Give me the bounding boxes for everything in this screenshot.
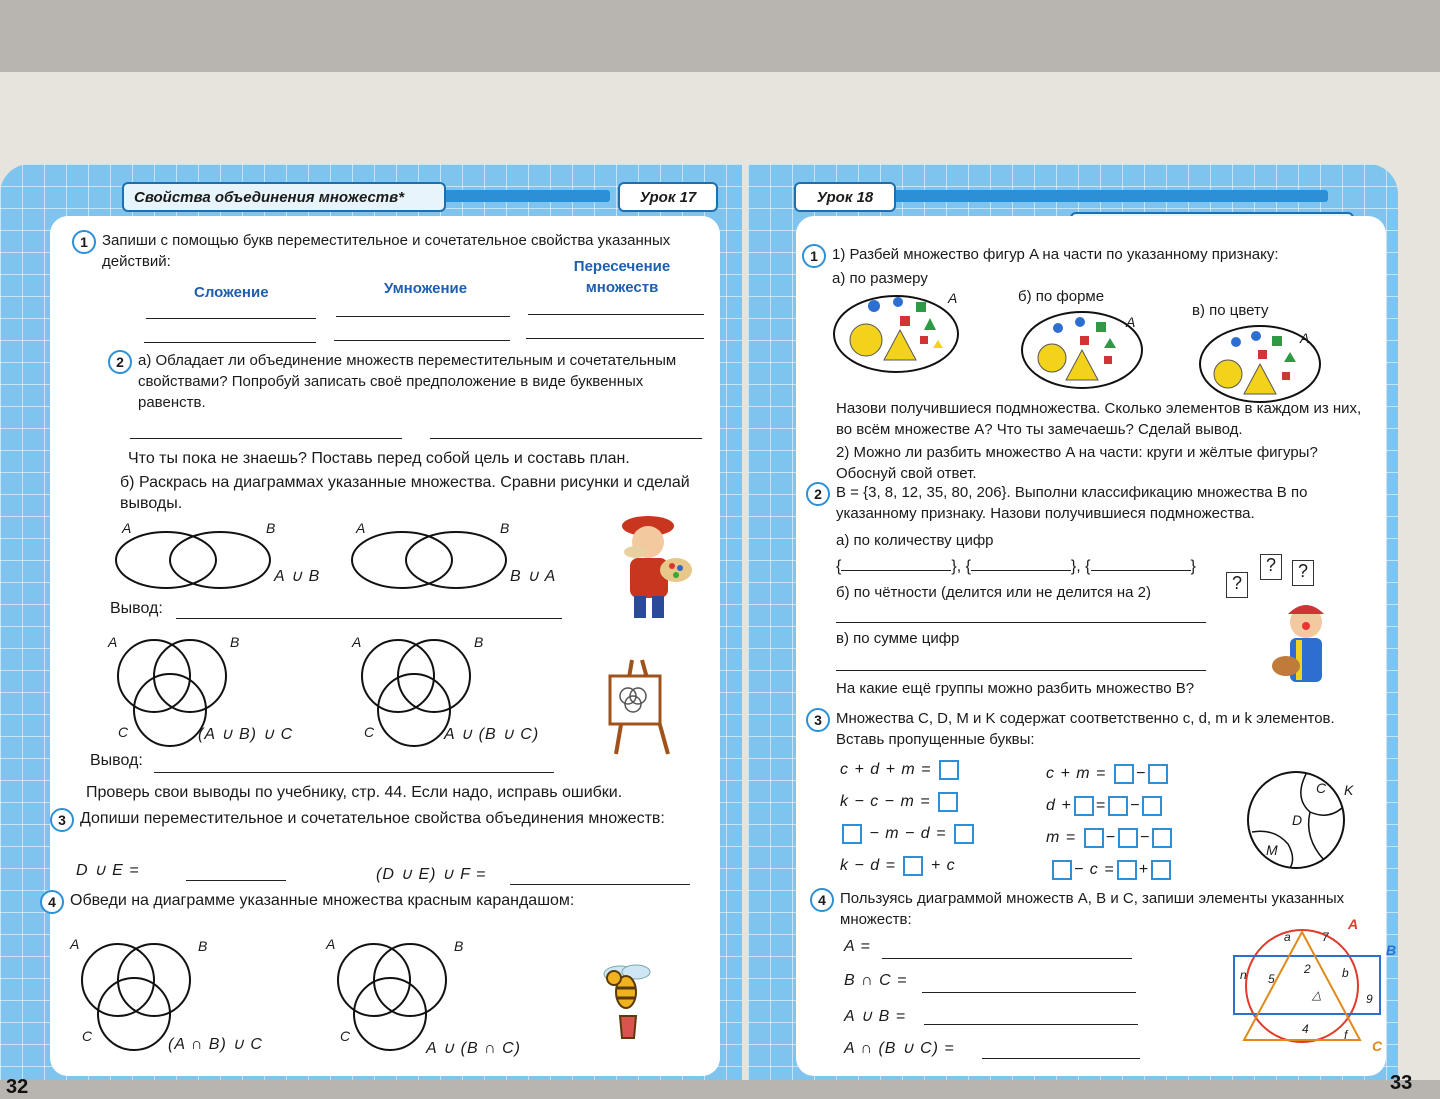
element-7: 7 <box>1322 930 1329 944</box>
equation-row <box>1050 860 1173 880</box>
region-label-m: M <box>1266 842 1278 858</box>
blank-box[interactable] <box>1152 828 1172 848</box>
conclusion-line[interactable] <box>154 772 554 773</box>
equation-text: − <box>1105 829 1116 847</box>
subset-braces-row[interactable]: { }, { }, { } <box>836 558 1196 575</box>
task-2 <box>806 482 1366 524</box>
set-label-a: A <box>948 290 958 306</box>
page-number-right: 33 <box>1390 1072 1413 1094</box>
blank-box[interactable] <box>938 792 958 812</box>
set-expression: A ∩ (B ∪ C) = <box>844 1040 955 1057</box>
equation-text: − <box>1139 829 1151 847</box>
clown-illustration <box>1266 600 1346 700</box>
equation-text: − <box>1130 797 1141 815</box>
plan-text: Что ты пока не знаешь? Поставь перед собой цель и составь план. <box>128 450 630 467</box>
answer-line[interactable] <box>130 438 402 439</box>
blank-box[interactable] <box>1114 764 1134 784</box>
set-label-a: A <box>1348 916 1359 932</box>
blank-box[interactable] <box>1118 828 1138 848</box>
equation-text: m = <box>1046 829 1077 847</box>
column-addition: Сложение <box>194 284 269 301</box>
equation-d-union-e: D ∪ E = <box>76 862 140 879</box>
task-1-question: Назови получившиеся подмножества. Сколько элементов в каждом из них, во всём множестве A? Что ты замечаешь? Сделай вывод. <box>836 400 1362 438</box>
equation-text: − <box>1135 765 1147 783</box>
task-1-number: 1 <box>72 230 96 254</box>
task-2-text: B = {3, 8, 12, 35, 80, 206}. Выполни классификацию множества B по указанному признаку. Назови получившиеся подмножества. <box>836 484 1308 522</box>
task-3 <box>50 808 700 832</box>
element-a: a <box>1284 930 1291 944</box>
criterion-parity: б) по чётности (делится или не делится на 2) <box>836 584 1151 601</box>
formula-a-union-b: A ∪ B <box>274 568 321 585</box>
blank-box[interactable] <box>1148 764 1168 784</box>
set-label-c: C <box>1372 1038 1383 1054</box>
task-4-number: 4 <box>40 890 64 914</box>
set-label-b: B <box>198 938 208 954</box>
task-3-number: 3 <box>806 708 830 732</box>
column-multiplication: Умножение <box>384 280 468 297</box>
answer-line[interactable] <box>430 438 702 439</box>
task-4-number: 4 <box>810 888 834 912</box>
set-label-b: B <box>230 634 240 650</box>
element-b: b <box>1342 966 1349 980</box>
artist-boy-illustration <box>606 512 696 622</box>
bee-illustration <box>592 952 662 1048</box>
set-label-a: A <box>326 936 336 952</box>
answer-line[interactable] <box>836 670 1206 671</box>
region-label-c: C <box>1316 780 1327 796</box>
task-2 <box>108 350 708 413</box>
left-content <box>50 216 720 1076</box>
conclusion-line[interactable] <box>176 618 562 619</box>
header-stripe <box>858 190 1328 202</box>
blank-box[interactable] <box>903 856 923 876</box>
conclusion-label: Вывод: <box>90 752 143 769</box>
criterion-digit-sum: в) по сумме цифр <box>836 630 960 647</box>
answer-line[interactable] <box>922 992 1136 993</box>
set-label-a: A <box>108 634 118 650</box>
answer-line[interactable] <box>144 342 316 343</box>
equation-text: k − c − m = <box>840 793 931 811</box>
set-label-c: C <box>118 724 129 740</box>
answer-line[interactable] <box>146 318 316 319</box>
blank-box[interactable] <box>1052 860 1072 880</box>
lesson-17-badge: Урок 17 <box>618 182 718 212</box>
equation-text: + c <box>930 857 956 875</box>
element-triangle: △ <box>1312 988 1322 1002</box>
formula-b-union-a: B ∪ A <box>510 568 557 585</box>
workbook-spread <box>0 72 1440 1098</box>
task-3 <box>806 708 1376 750</box>
conclusion-label: Вывод: <box>110 600 163 617</box>
task-2-number: 2 <box>108 350 132 374</box>
set-label-b: B <box>474 634 484 650</box>
equation-text: k − d = <box>840 857 896 875</box>
equation-row <box>1046 828 1174 848</box>
blank-box[interactable] <box>1084 828 1104 848</box>
answer-line[interactable] <box>924 1024 1138 1025</box>
criterion-size: а) по размеру <box>832 270 928 287</box>
blank-box[interactable] <box>1108 796 1128 816</box>
answer-line[interactable] <box>836 622 1206 623</box>
equation-row <box>1046 796 1164 816</box>
element-9: 9 <box>1366 992 1373 1006</box>
answer-line[interactable] <box>186 880 286 881</box>
task-3-text: Допиши переместительное и сочетательное свойства объединения множеств: <box>80 810 665 827</box>
set-label-a: A <box>70 936 80 952</box>
set-label-c: C <box>364 724 375 740</box>
set-label-c: C <box>82 1028 93 1044</box>
set-label-a: A <box>352 634 362 650</box>
left-page <box>0 164 742 1098</box>
equation-text: − c = <box>1074 861 1115 879</box>
criterion-color: в) по цвету <box>1192 302 1269 319</box>
answer-line[interactable] <box>528 314 704 315</box>
element-2: 2 <box>1304 962 1311 976</box>
question-card: ? <box>1260 554 1282 580</box>
element-f: f <box>1344 1028 1348 1042</box>
equation-text: = <box>1095 797 1107 815</box>
equation-text: c + d + m = <box>840 761 932 779</box>
column-intersection: Пересечение множеств <box>573 258 671 296</box>
task-1-number: 1 <box>802 244 826 268</box>
formula-a-union-b-intersect-c: A ∪ (B ∩ C) <box>426 1040 521 1057</box>
easel-illustration <box>602 654 676 758</box>
task-3-number: 3 <box>50 808 74 832</box>
answer-line[interactable] <box>982 1058 1140 1059</box>
right-content <box>796 216 1397 1076</box>
formula-a-union-bc: A ∪ (B ∪ C) <box>444 726 540 743</box>
formula-ab-intersect-union-c: (A ∩ B) ∪ C <box>168 1036 263 1053</box>
task-4-text: Обведи на диаграмме указанные множества красным карандашом: <box>70 892 575 909</box>
blank-box[interactable] <box>1074 796 1094 816</box>
equation-text: − m − d = <box>869 825 947 843</box>
answer-line[interactable] <box>334 340 510 341</box>
set-label-a: A <box>1126 314 1136 330</box>
set-label-b: B <box>500 520 510 536</box>
blank-box[interactable] <box>842 824 862 844</box>
question-card: ? <box>1292 560 1314 586</box>
task-2-extra-question: На какие ещё группы можно разбить множество B? <box>836 680 1195 697</box>
blank-box[interactable] <box>954 824 974 844</box>
set-label-c: C <box>340 1028 351 1044</box>
lesson-17-title: Свойства объединения множеств* <box>122 182 446 212</box>
set-label-a: A <box>356 520 366 536</box>
question-card: ? <box>1226 572 1248 598</box>
equation-text: + <box>1138 861 1149 879</box>
element-5: 5 <box>1268 972 1275 986</box>
task-2-text-a: а) Обладает ли объединение множеств переместительным и сочетательным свойствами? Попробуй записать своё предположение в виде буквенных равенств. <box>138 352 677 411</box>
element-n: n <box>1240 968 1247 982</box>
task-4-text: Пользуясь диаграммой множеств A, B и C, запиши элементы указанных множеств: <box>840 890 1345 928</box>
equation-text: c + m = <box>1046 765 1107 783</box>
task-1-part-2: 2) Можно ли разбить множество A на части: круги и жёлтые фигуры? Обоснуй свой ответ. <box>836 444 1318 482</box>
set-expression: A = <box>844 938 871 955</box>
set-expression: B ∩ C = <box>844 972 908 989</box>
answer-line[interactable] <box>526 338 704 339</box>
equation-row <box>840 792 960 812</box>
region-label-k: K <box>1344 782 1354 798</box>
equation-text: d + <box>1046 797 1072 815</box>
lesson-18-badge: Урок 18 <box>794 182 896 212</box>
set-label-b: B <box>266 520 276 536</box>
task-2-text-b: б) Раскрась на диаграммах указанные множества. Сравни рисунки и сделай выводы. <box>120 474 690 512</box>
criterion-shape: б) по форме <box>1018 288 1105 305</box>
task-3-text: Множества C, D, M и K содержат соответственно c, d, m и k элементов. Вставь пропущенные буквы: <box>836 710 1335 748</box>
blank-box[interactable] <box>939 760 959 780</box>
answer-line[interactable] <box>882 958 1132 959</box>
blank-box[interactable] <box>1151 860 1171 880</box>
task-1 <box>802 244 1382 268</box>
set-label-a: A <box>1300 330 1310 346</box>
task-1-text: 1) Разбей множество фигур A на части по указанному признаку: <box>832 246 1279 263</box>
blank-box[interactable] <box>1142 796 1162 816</box>
formula-ab-union-c: (A ∪ B) ∪ C <box>198 726 294 743</box>
answer-line[interactable] <box>336 316 510 317</box>
equation-row <box>1046 764 1170 784</box>
right-page <box>748 164 1413 1094</box>
answer-line[interactable] <box>510 884 690 885</box>
criterion-digit-count: а) по количеству цифр <box>836 532 994 549</box>
task-4 <box>40 890 690 914</box>
element-4: 4 <box>1302 1022 1309 1036</box>
set-label-b: B <box>1386 942 1397 958</box>
check-textbook-note: Проверь свои выводы по учебнику, стр. 44. Если надо, исправь ошибки. <box>86 784 623 801</box>
equation-de-union-f: (D ∪ E) ∪ F = <box>376 866 487 883</box>
region-label-d: D <box>1292 812 1303 828</box>
set-expression: A ∪ B = <box>844 1008 907 1025</box>
page-number-left: 32 <box>6 1076 29 1098</box>
set-label-a: A <box>122 520 132 536</box>
blank-box[interactable] <box>1117 860 1137 880</box>
task-1-text: Запиши с помощью букв переместительное и сочетательное свойства указанных действий: <box>102 232 671 270</box>
equation-row <box>840 760 961 780</box>
equation-row <box>840 856 956 876</box>
set-label-b: B <box>454 938 464 954</box>
task-2-number: 2 <box>806 482 830 506</box>
equation-row <box>840 824 976 844</box>
